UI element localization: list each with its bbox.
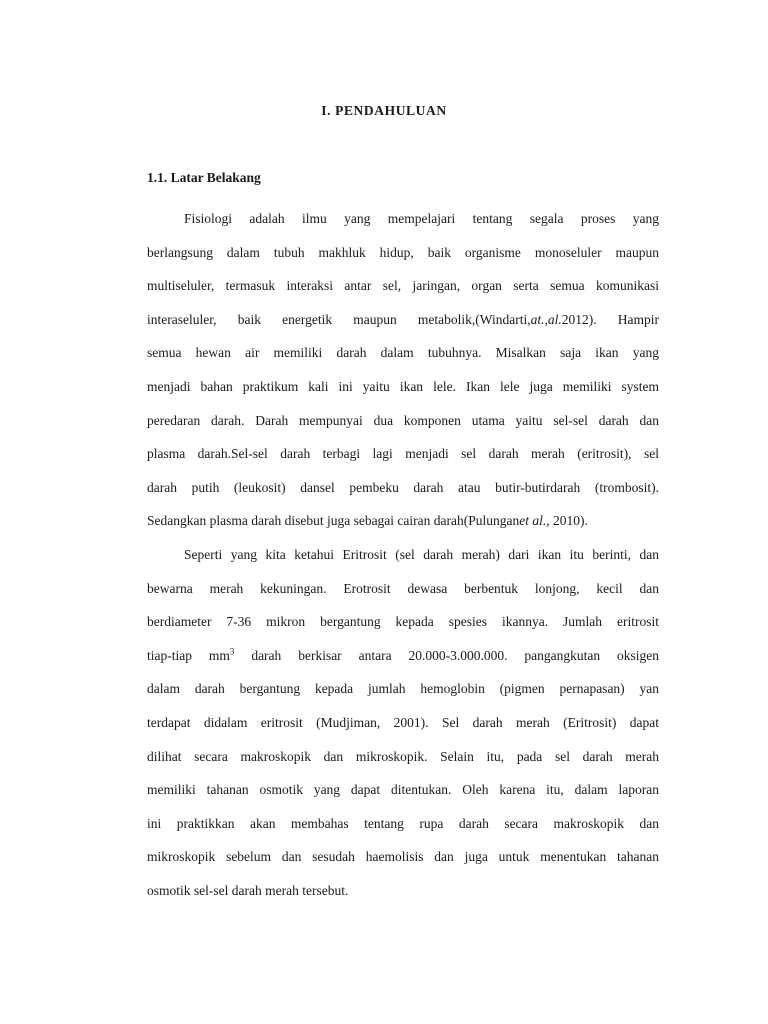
paragraph-2 bbox=[147, 538, 659, 908]
text-line: mikroskopik sebelum dan sesudah haemolisis dan juga untuk menentukan tahanan bbox=[147, 849, 659, 865]
text-line: memiliki tahanan osmotik yang dapat ditentukan. Oleh karena itu, dalam laporan bbox=[147, 782, 659, 798]
text-run: 2012). Hampir bbox=[561, 311, 659, 327]
section-heading: 1.1. Latar Belakang bbox=[147, 170, 261, 185]
superscript: 3 bbox=[229, 646, 235, 657]
body-text bbox=[147, 202, 659, 907]
text-line: terdapat didalam eritrosit (Mudjiman, 2001). Sel darah merah (Eritrosit) dapat bbox=[147, 714, 659, 730]
text-run: tiap-tiap mm bbox=[147, 647, 230, 663]
text-line: semua hewan air memiliki darah dalam tubuhnya. Misalkan saja ikan yang bbox=[147, 345, 659, 361]
text-line: Seperti yang kita ketahui Eritrosit (sel darah merah) dari ikan itu berinti, dan bbox=[184, 546, 659, 562]
text-line bbox=[147, 303, 659, 337]
text-line: Fisiologi adalah ilmu yang mempelajari tentang segala proses yang bbox=[184, 211, 659, 226]
text-run: Sedangkan plasma darah disebut juga sebagai cairan darah(Pulungan bbox=[147, 513, 520, 529]
citation-italic: at.,al. bbox=[530, 311, 562, 327]
text-line: peredaran darah. Darah mempunyai dua komponen utama yaitu sel-sel darah dan bbox=[147, 412, 659, 428]
text-line: darah putih (leukosit) dansel pembeku darah atau butir-butirdarah (trombosit). bbox=[147, 479, 659, 495]
text-run: interaseluler, baik energetik maupun metabolik,(Windarti, bbox=[147, 311, 531, 327]
text-run: darah berkisar antara 20.000-3.000.000. pangangkutan oksigen bbox=[234, 647, 659, 663]
text-line: multiseluler, termasuk interaksi antar sel, jaringan, organ serta semua komunikasi bbox=[147, 278, 659, 294]
text-line: bewarna merah kekuningan. Erotrosit dewasa berbentuk lonjong, kecil dan bbox=[147, 580, 659, 596]
text-line: osmotik sel-sel darah merah tersebut. bbox=[147, 882, 349, 898]
text-line: berlangsung dalam tubuh makhluk hidup, baik organisme monoseluler maupun bbox=[147, 244, 659, 260]
text-line: dilihat secara makroskopik dan mikroskopik. Selain itu, pada sel darah merah bbox=[147, 748, 659, 764]
text-line bbox=[147, 639, 659, 673]
citation-italic: et al. bbox=[519, 513, 547, 529]
paragraph-1 bbox=[147, 202, 659, 538]
chapter-title: I. PENDAHULUAN bbox=[321, 103, 447, 118]
text-line: menjadi bahan praktikum kali ini yaitu ikan lele. Ikan lele juga memiliki system bbox=[147, 378, 659, 394]
text-line: plasma darah.Sel-sel darah terbagi lagi menjadi sel darah merah (eritrosit), sel bbox=[147, 446, 659, 462]
text-line: dalam darah bergantung kepada jumlah hemoglobin (pigmen pernapasan) yan bbox=[147, 681, 659, 697]
text-line: berdiameter 7-36 mikron bergantung kepada spesies ikannya. Jumlah eritrosit bbox=[147, 614, 659, 630]
text-line bbox=[147, 504, 659, 538]
text-run: , 2010). bbox=[546, 513, 588, 529]
text-line: ini praktikkan akan membahas tentang rupa darah secara makroskopik dan bbox=[147, 815, 659, 831]
